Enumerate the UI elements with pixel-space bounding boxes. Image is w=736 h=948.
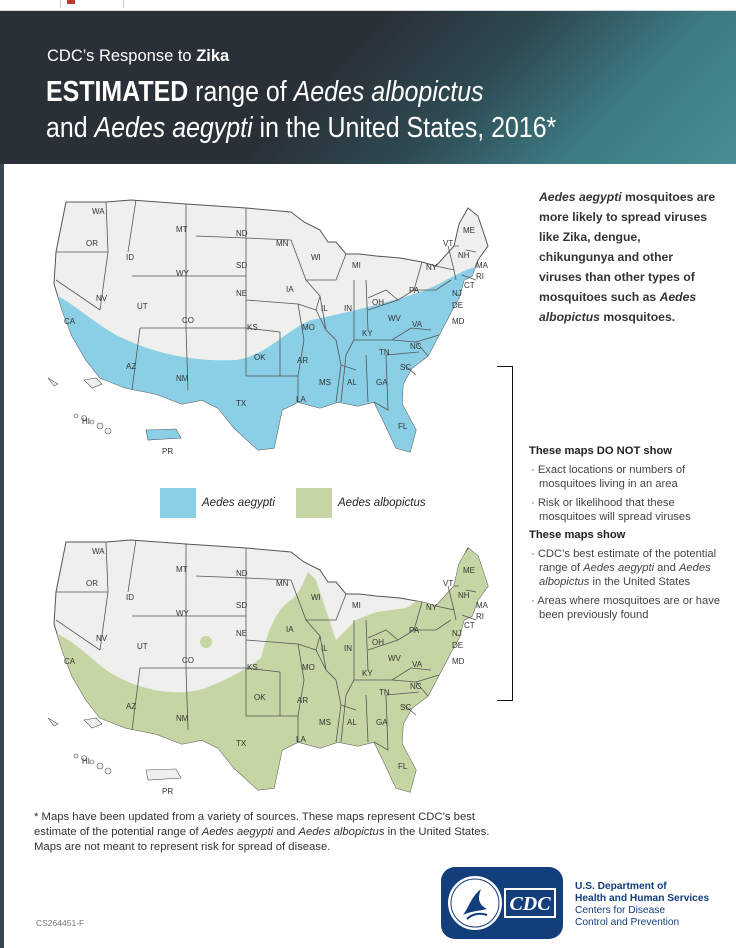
svg-text:NE: NE: [236, 629, 248, 638]
svg-text:MA: MA: [476, 261, 488, 270]
intro-text: Aedes aegypti mosquitoes are more likely to spread viruses like Zika, dengue, chikungunya and other viruses than other types of mosquitoes such as Aedes albopictus mosquitoes.: [539, 190, 716, 324]
svg-text:CA: CA: [64, 657, 76, 666]
svg-text:MT: MT: [176, 225, 188, 234]
svg-text:OK: OK: [254, 693, 266, 702]
legend-label-aegypti: Aedes aegypti: [202, 497, 275, 509]
svg-text:LA: LA: [296, 395, 306, 404]
svg-text:ME: ME: [463, 566, 475, 575]
svg-text:MS: MS: [319, 718, 331, 727]
svg-text:IL: IL: [321, 644, 328, 653]
list-item: · Exact locations or numbers of mosquitoes living in an area: [531, 464, 686, 490]
svg-text:ND: ND: [236, 569, 248, 578]
header-banner: [0, 11, 736, 164]
svg-text:NE: NE: [236, 289, 248, 298]
svg-text:TN: TN: [379, 348, 390, 357]
svg-text:NC: NC: [410, 342, 422, 351]
svg-text:DE: DE: [452, 641, 464, 650]
svg-text:WI: WI: [311, 253, 321, 262]
kicker: CDC’s Response to Zika: [47, 47, 230, 65]
svg-text:VT: VT: [443, 239, 454, 248]
list-item: · Risk or likelihood that these mosquitoes will spread viruses: [531, 497, 691, 523]
svg-text:AR: AR: [297, 356, 309, 365]
legend-swatch-aegypti: [160, 488, 196, 518]
svg-text:MS: MS: [319, 378, 331, 387]
svg-text:SD: SD: [236, 261, 248, 270]
svg-text:KY: KY: [362, 669, 373, 678]
svg-text:CT: CT: [464, 281, 475, 290]
svg-text:OR: OR: [86, 239, 98, 248]
left-accent-bar: [0, 164, 4, 948]
svg-text:CO: CO: [182, 656, 194, 665]
svg-text:GA: GA: [376, 718, 388, 727]
svg-text:UT: UT: [137, 642, 148, 651]
svg-text:KS: KS: [247, 323, 258, 332]
logo-block: [441, 867, 563, 939]
document-code: CS264451-F: [36, 918, 85, 928]
top-strip: [0, 0, 736, 11]
svg-text:VT: VT: [443, 579, 454, 588]
svg-text:NV: NV: [96, 294, 108, 303]
svg-text:IL: IL: [321, 304, 328, 313]
svg-text:DE: DE: [452, 301, 464, 310]
svg-text:NC: NC: [410, 682, 422, 691]
do-not-show-heading: These maps DO NOT show: [529, 445, 672, 457]
svg-text:NJ: NJ: [452, 629, 462, 638]
svg-text:OK: OK: [254, 353, 266, 362]
svg-text:WV: WV: [388, 654, 401, 663]
svg-text:MT: MT: [176, 565, 188, 574]
svg-text:KY: KY: [362, 329, 373, 338]
svg-text:TX: TX: [236, 399, 247, 408]
list-item: · CDC’s best estimate of the potential range of Aedes aegypti and Aedes albopictus in the United States: [531, 548, 717, 588]
svg-text:MI: MI: [352, 261, 361, 270]
svg-text:ME: ME: [463, 226, 475, 235]
svg-text:MA: MA: [476, 601, 488, 610]
footnote: * Maps have been updated from a variety of sources. These maps represent CDC’s best estimate of the potential range of Aedes aegypti and Aedes albopictus in the United States. Maps are not meant to represent risk for spread of disease.: [34, 811, 490, 853]
svg-text:SC: SC: [400, 363, 412, 372]
svg-text:AL: AL: [347, 378, 357, 387]
svg-text:MO: MO: [302, 663, 315, 672]
svg-text:MN: MN: [276, 239, 289, 248]
svg-text:TX: TX: [236, 739, 247, 748]
svg-text:WA: WA: [92, 547, 105, 556]
svg-text:ND: ND: [236, 229, 248, 238]
svg-text:OH: OH: [372, 298, 384, 307]
svg-text:IA: IA: [286, 625, 294, 634]
map-aedes-albopictus: [36, 520, 496, 810]
svg-text:CO: CO: [182, 316, 194, 325]
svg-text:WA: WA: [92, 207, 105, 216]
svg-text:HI: HI: [82, 757, 90, 766]
svg-text:NJ: NJ: [452, 289, 462, 298]
svg-text:KS: KS: [247, 663, 258, 672]
agency-name: U.S. Department of Health and Human Services Centers for Disease Control and Prevention: [575, 881, 710, 928]
svg-text:VA: VA: [412, 660, 423, 669]
svg-text:IN: IN: [344, 304, 352, 313]
bracket: [497, 366, 513, 701]
svg-text:CDC: CDC: [509, 893, 551, 915]
list-item: · Areas where mosquitoes are or have been previously found: [531, 595, 721, 621]
svg-text:VA: VA: [412, 320, 423, 329]
svg-text:GA: GA: [376, 378, 388, 387]
svg-text:FL: FL: [398, 762, 408, 771]
legend-label-albopictus: Aedes albopictus: [338, 497, 426, 509]
legend-swatch-albopictus: [296, 488, 332, 518]
svg-text:UT: UT: [137, 302, 148, 311]
svg-text:AZ: AZ: [126, 362, 137, 371]
svg-text:PR: PR: [162, 447, 174, 456]
svg-text:HI: HI: [82, 417, 90, 426]
svg-text:CA: CA: [64, 317, 76, 326]
svg-text:NM: NM: [176, 714, 189, 723]
svg-text:MD: MD: [452, 317, 465, 326]
svg-text:RI: RI: [476, 612, 484, 621]
svg-text:LA: LA: [296, 735, 306, 744]
svg-text:WY: WY: [176, 269, 189, 278]
svg-text:NH: NH: [458, 251, 470, 260]
map-aedes-aegypti: [36, 180, 496, 470]
svg-text:NM: NM: [176, 374, 189, 383]
page-title: ESTIMATED range of Aedes albopictus and Aedes aegypti in the United States, 2016*: [46, 76, 557, 144]
hhs-cdc-logo-icon: [441, 867, 563, 939]
svg-text:FL: FL: [398, 422, 408, 431]
svg-text:OH: OH: [372, 638, 384, 647]
svg-text:WY: WY: [176, 609, 189, 618]
svg-text:PA: PA: [409, 286, 420, 295]
svg-text:NY: NY: [426, 263, 438, 272]
svg-text:PR: PR: [162, 787, 174, 796]
svg-text:MO: MO: [302, 323, 315, 332]
legend-albopictus: [296, 488, 436, 520]
browser-tab[interactable]: [60, 0, 124, 8]
svg-text:WV: WV: [388, 314, 401, 323]
svg-text:ID: ID: [126, 593, 134, 602]
svg-text:TN: TN: [379, 688, 390, 697]
svg-text:PA: PA: [409, 626, 420, 635]
svg-text:CT: CT: [464, 621, 475, 630]
svg-text:AZ: AZ: [126, 702, 137, 711]
svg-text:NV: NV: [96, 634, 108, 643]
do-show-heading: These maps show: [529, 529, 626, 541]
svg-text:AL: AL: [347, 718, 357, 727]
svg-text:MI: MI: [352, 601, 361, 610]
svg-text:SC: SC: [400, 703, 412, 712]
legend-aegypti: [160, 488, 290, 520]
svg-text:SD: SD: [236, 601, 248, 610]
svg-text:AR: AR: [297, 696, 309, 705]
svg-text:MN: MN: [276, 579, 289, 588]
svg-text:ID: ID: [126, 253, 134, 262]
svg-text:OR: OR: [86, 579, 98, 588]
svg-text:NH: NH: [458, 591, 470, 600]
svg-text:WI: WI: [311, 593, 321, 602]
svg-text:IN: IN: [344, 644, 352, 653]
svg-text:RI: RI: [476, 272, 484, 281]
side-notes: [529, 445, 729, 627]
svg-text:MD: MD: [452, 657, 465, 666]
svg-text:IA: IA: [286, 285, 294, 294]
svg-text:NY: NY: [426, 603, 438, 612]
